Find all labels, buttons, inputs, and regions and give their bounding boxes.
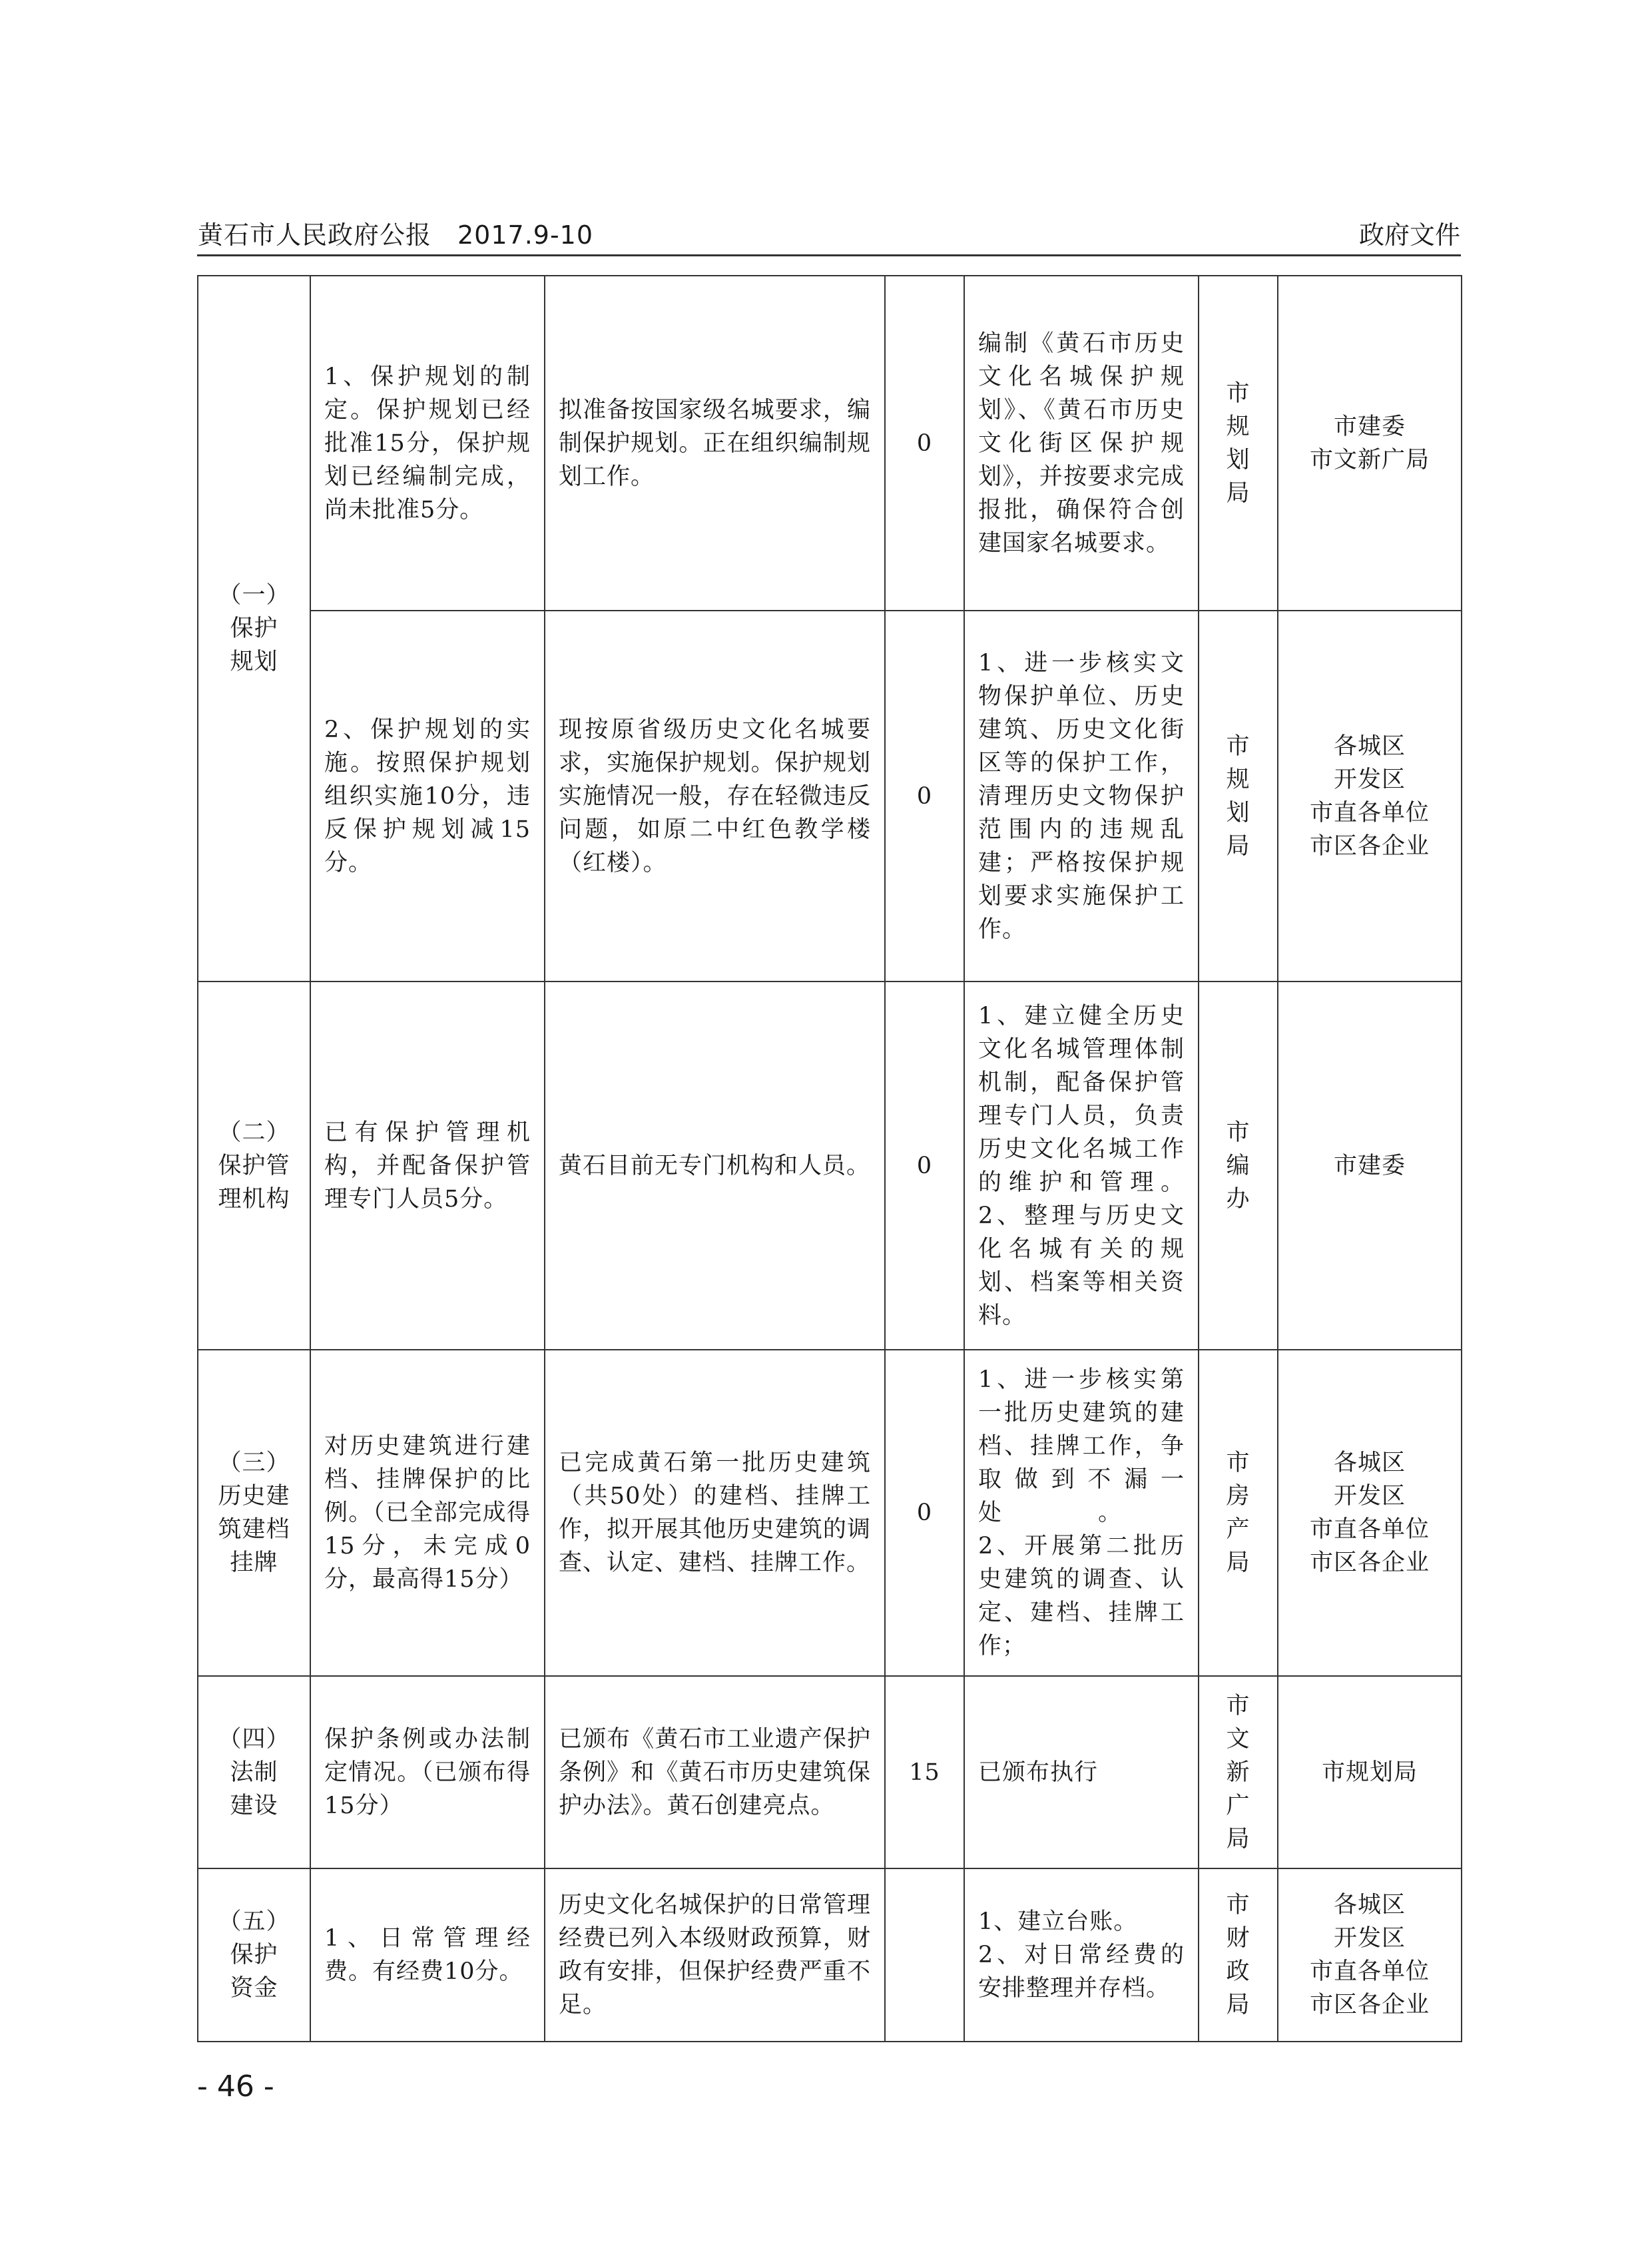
category-cell: （五） 保护 资金 — [198, 1868, 310, 2042]
standard-cell: 已有保护管理机构，并配备保护管理专门人员5分。 — [310, 982, 545, 1350]
header-publication-title: 黄石市人民政府公报 2017.9-10 — [198, 220, 594, 250]
score-cell: 0 — [885, 982, 964, 1350]
category-cell: （三） 历史建 筑建档 挂牌 — [198, 1350, 310, 1676]
table-row — [198, 276, 1462, 611]
assist-unit-cell: 市规划局 — [1278, 1676, 1462, 1868]
table-row — [198, 1676, 1462, 1868]
category-cell: （四） 法制 建设 — [198, 1676, 310, 1868]
header-section-title: 政府文件 — [1358, 220, 1460, 250]
assist-unit-cell: 市建委 — [1278, 982, 1462, 1350]
standard-cell: 保护条例或办法制定情况。（已颁布得15分） — [310, 1676, 545, 1868]
lead-unit-cell: 市 财 政 局 — [1199, 1868, 1278, 2042]
measure-cell: 1、建立健全历史文化名城管理体制机制，配备保护管理专门人员，负责历史文化名城工作的维护和管理。2、整理与历史文化名城有关的规划、档案等相关资料。 — [964, 982, 1199, 1350]
measure-cell: 已颁布执行 — [964, 1676, 1199, 1868]
lead-unit-cell: 市 规 划 局 — [1199, 276, 1278, 611]
lead-unit-cell: 市 编 办 — [1199, 982, 1278, 1350]
score-cell: 0 — [885, 1350, 964, 1676]
assist-unit-cell: 各城区 开发区 市直各单位 市区各企业 — [1278, 611, 1462, 982]
measure-cell: 1、进一步核实文物保护单位、历史建筑、历史文化街区等的保护工作，清理历史文物保护范围内的违规乱建；严格按保护规划要求实施保护工作。 — [964, 611, 1199, 982]
table-row — [198, 611, 1462, 982]
status-cell: 已颁布《黄石市工业遗产保护条例》和《黄石市历史建筑保护办法》。黄石创建亮点。 — [545, 1676, 885, 1868]
status-cell: 拟准备按国家级名城要求，编制保护规划。正在组织编制规划工作。 — [545, 276, 885, 611]
assist-unit-cell: 各城区 开发区 市直各单位 市区各企业 — [1278, 1350, 1462, 1676]
standard-cell: 2、保护规划的实施。按照保护规划组织实施10分，违反保护规划减15分。 — [310, 611, 545, 982]
assessment-table — [197, 275, 1462, 2042]
lead-unit-cell: 市 文 新 广 局 — [1199, 1676, 1278, 1868]
table-row — [198, 1350, 1462, 1676]
measure-cell: 1、进一步核实第一批历史建筑的建档、挂牌工作，争取做到不漏一处 。 2、开展第二批历史建筑的调查、认定、建档、挂牌工作； — [964, 1350, 1199, 1676]
standard-cell: 1、保护规划的制定。保护规划已经批准15分，保护规划已经编制完成，尚未批准5分。 — [310, 276, 545, 611]
measure-cell: 编制《黄石市历史文化名城保护规划》、《黄石市历史文化街区保护规划》，并按要求完成报批，确保符合创建国家名城要求。 — [964, 276, 1199, 611]
score-cell: 0 — [885, 276, 964, 611]
lead-unit-cell: 市 房 产 局 — [1199, 1350, 1278, 1676]
header-rule — [197, 254, 1461, 256]
page-number: - 46 - — [197, 2070, 274, 2104]
standard-cell: 1、日常管理经费。有经费10分。 — [310, 1868, 545, 2042]
measure-cell: 1、建立台账。 2、对日常经费的安排整理并存档。 — [964, 1868, 1199, 2042]
status-cell: 历史文化名城保护的日常管理经费已列入本级财政预算，财政有安排，但保护经费严重不足。 — [545, 1868, 885, 2042]
table-row — [198, 1868, 1462, 2042]
score-cell: 0 — [885, 611, 964, 982]
category-cell: （二） 保护管 理机构 — [198, 982, 310, 1350]
status-cell: 现按原省级历史文化名城要求，实施保护规划。保护规划实施情况一般，存在轻微违反问题，如原二中红色教学楼（红楼）。 — [545, 611, 885, 982]
score-cell — [885, 1868, 964, 2042]
standard-cell: 对历史建筑进行建档、挂牌保护的比例。（已全部完成得15分，未完成0分，最高得15分） — [310, 1350, 545, 1676]
status-cell: 黄石目前无专门机构和人员。 — [545, 982, 885, 1350]
assist-unit-cell: 市建委 市文新广局 — [1278, 276, 1462, 611]
assist-unit-cell: 各城区 开发区 市直各单位 市区各企业 — [1278, 1868, 1462, 2042]
score-cell: 15 — [885, 1676, 964, 1868]
lead-unit-cell: 市 规 划 局 — [1199, 611, 1278, 982]
category-cell: （一） 保护 规划 — [198, 276, 310, 982]
table-row — [198, 982, 1462, 1350]
status-cell: 已完成黄石第一批历史建筑（共50处）的建档、挂牌工作，拟开展其他历史建筑的调查、认定、建档、挂牌工作。 — [545, 1350, 885, 1676]
